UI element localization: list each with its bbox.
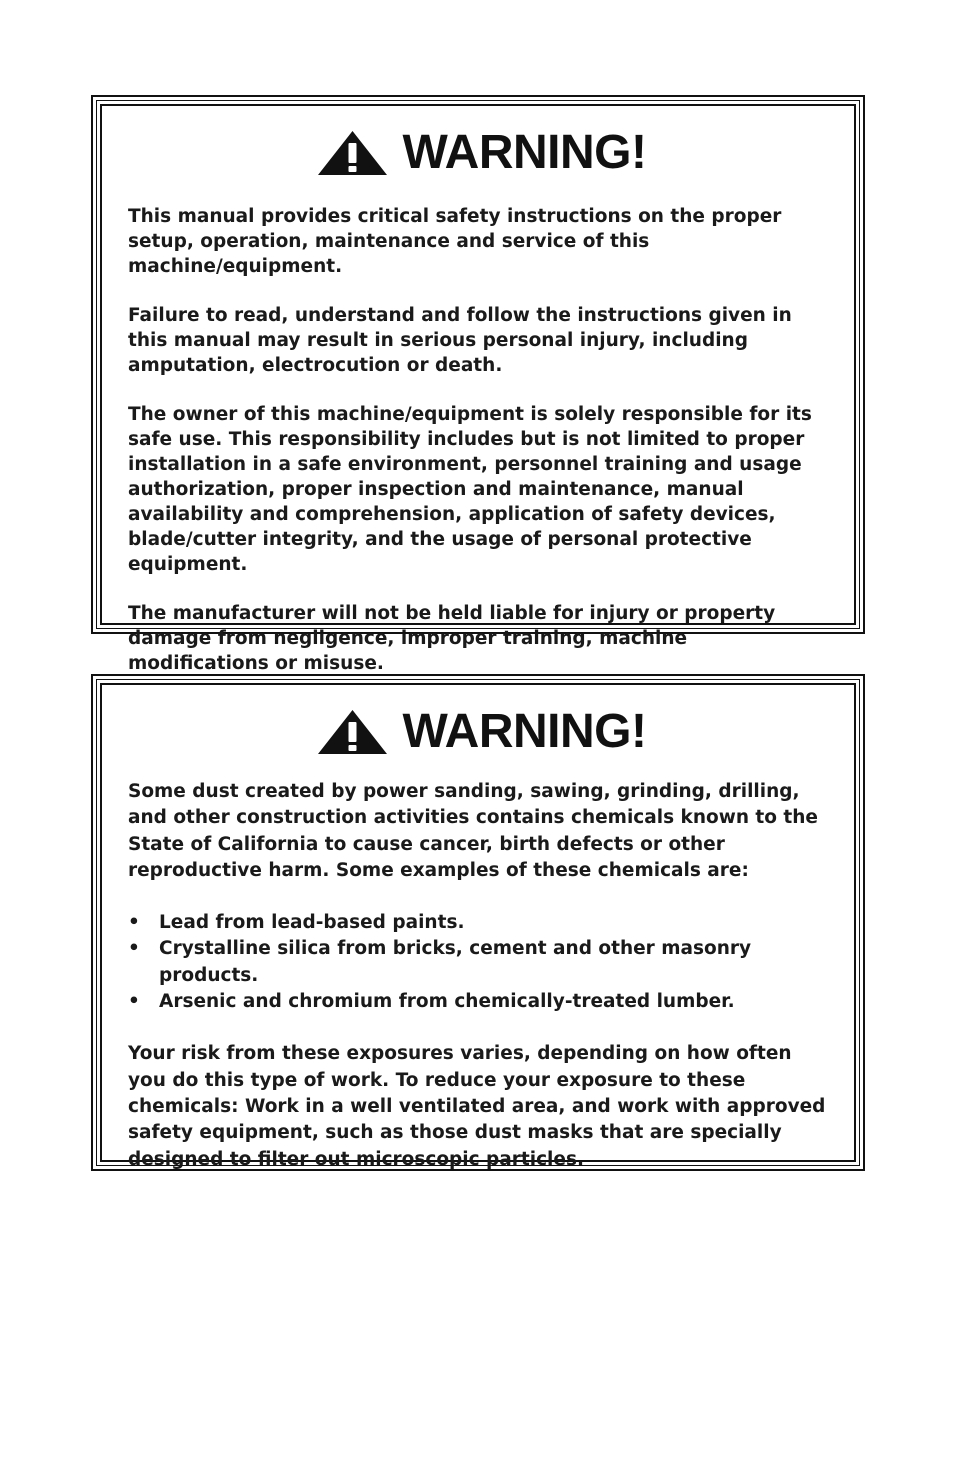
warning-triangle-icon	[316, 129, 389, 177]
warning-box-border	[96, 100, 860, 674]
warning-box-dust	[91, 674, 865, 1171]
bullet-symbol: •	[128, 991, 140, 1013]
warning-paragraph: The owner of this machine/equipment is solely responsible for its safe use. This responsibility includes but is not limited to proper installation in a safe environment, personnel training and usage authorization, proper inspection and maintenance, manual availability and comprehension, application of safety devices, blade/cutter integrity, and the usage of personal protective equipment.	[128, 404, 812, 575]
warning-title: WARNING!	[402, 126, 647, 179]
warning-paragraph: Failure to read, understand and follow the instructions given in this manual may result in serious personal injury, including amputation, electrocution or death.	[128, 305, 792, 376]
list-item-text: Lead from lead-based paints.	[159, 912, 465, 934]
warning-title: WARNING!	[402, 705, 647, 758]
bullet-symbol: •	[128, 912, 140, 934]
list-item-text: Crystalline silica from bricks, cement and other masonry products.	[159, 938, 752, 986]
list-item	[128, 989, 834, 1015]
warning-box-content	[100, 104, 856, 674]
warning-closing-paragraph: Your risk from these exposures varies, depending on how often you do this type of work. To reduce your exposure to these chemicals: Work in a well ventilated area, and work with approved safety equipment, such as those dust masks that are specially designed to filter out microscopic particles.	[128, 1043, 826, 1170]
warning-heading	[128, 120, 834, 186]
warning-paragraph: The manufacturer will not be held liable for injury or property damage from negligence, improper training, machine modifications or misuse.	[128, 603, 776, 674]
warning-box-border	[96, 679, 860, 1170]
warning-intro-paragraph: Some dust created by power sanding, sawing, grinding, drilling, and other construction activities contains chemicals known to the State of California to cause cancer, birth defects or other reproductive harm. Some examples of these chemicals are:	[128, 781, 818, 881]
chemical-list	[128, 910, 834, 1015]
warning-box-content	[100, 683, 856, 1170]
list-item-text: Arsenic and chromium from chemically-treated lumber.	[159, 991, 735, 1013]
warning-triangle-icon	[316, 708, 389, 756]
warning-heading	[128, 699, 834, 765]
list-item	[128, 936, 834, 989]
bullet-symbol: •	[128, 938, 140, 960]
list-item	[128, 910, 834, 936]
warning-box-manual	[91, 95, 865, 674]
warning-paragraph: This manual provides critical safety instructions on the proper setup, operation, maintenance and service of this machine/equipment.	[128, 206, 782, 277]
